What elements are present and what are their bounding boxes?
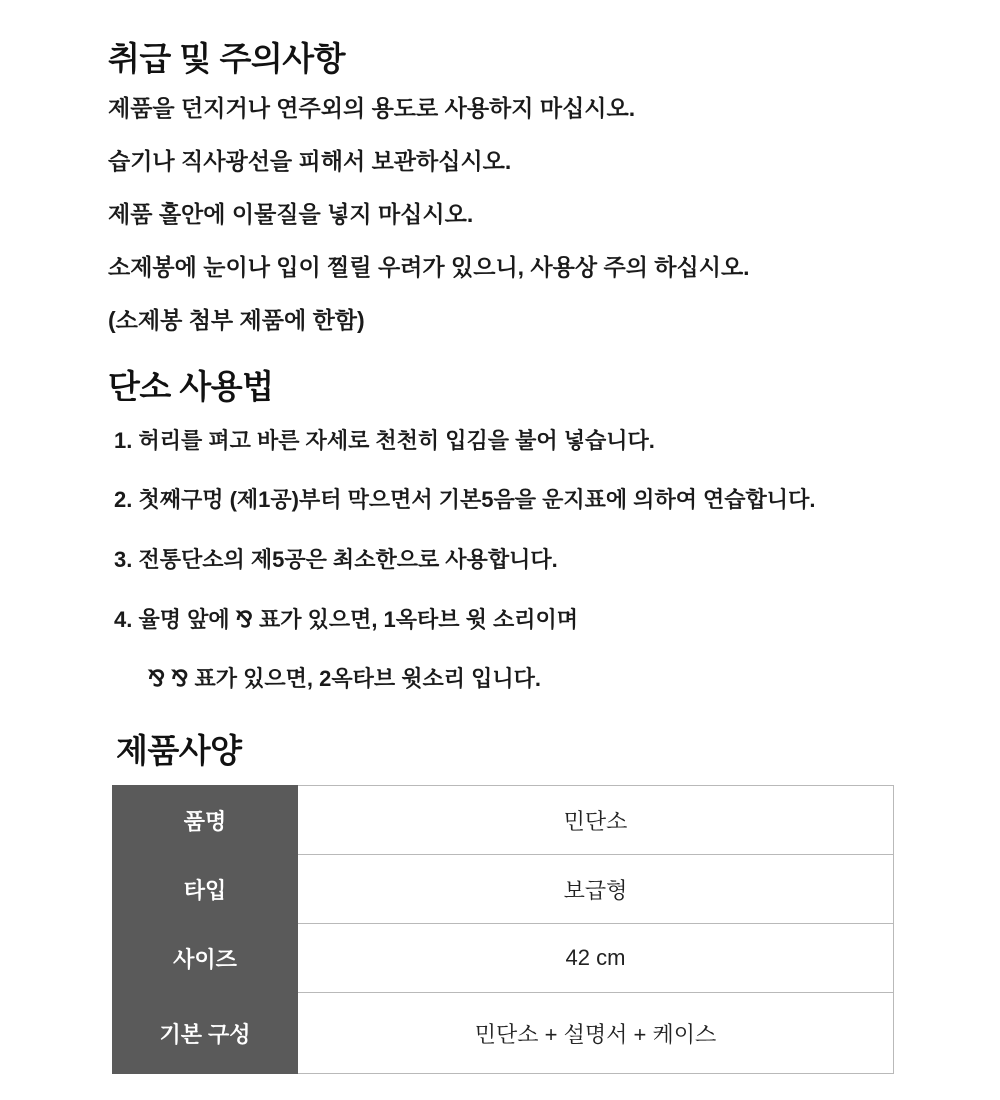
spec-table <box>112 785 894 1074</box>
usage-section-heading: 단소 사용법 <box>108 368 274 406</box>
spec-label: 기본 구성 <box>113 993 298 1074</box>
spec-value: 42 cm <box>298 924 894 993</box>
table-row <box>113 855 894 924</box>
table-row <box>113 786 894 855</box>
care-section-heading: 취급 및 주의사항 <box>108 40 345 77</box>
table-row <box>113 924 894 993</box>
care-line: 소제봉에 눈이나 입이 찔릴 우려가 있으니, 사용상 주의 하십시오. <box>108 254 750 281</box>
care-line: 제품 홀안에 이물질을 넣지 마십시오. <box>108 201 474 228</box>
spec-value: 민단소 <box>298 786 894 855</box>
spec-value: 보급형 <box>298 855 894 924</box>
spec-label: 타입 <box>113 855 298 924</box>
spec-label: 사이즈 <box>113 924 298 993</box>
care-line: 제품을 던지거나 연주외의 용도로 사용하지 마십시오. <box>108 95 636 122</box>
spec-value: 민단소 + 설명서 + 케이스 <box>298 993 894 1074</box>
care-line: (소제봉 첨부 제품에 한함) <box>108 307 365 334</box>
table-row <box>113 993 894 1074</box>
spec-label: 품명 <box>113 786 298 855</box>
usage-line: 4. 율명 앞에 ⅋ 표가 있으면, 1옥타브 윗 소리이며 <box>114 606 579 632</box>
usage-line: 3. 전통단소의 제5공은 최소한으로 사용합니다. <box>114 547 558 573</box>
usage-line: 2. 첫째구멍 (제1공)부터 막으면서 기본5음을 운지표에 의하여 연습합니다. <box>114 487 816 513</box>
care-line: 습기나 직사광선을 피해서 보관하십시오. <box>108 148 512 175</box>
spec-section-heading: 제품사양 <box>116 732 242 770</box>
usage-line: ⅋ ⅋ 표가 있으면, 2옥타브 윗소리 입니다. <box>148 666 541 692</box>
usage-line: 1. 허리를 펴고 바른 자세로 천천히 입김을 불어 넣습니다. <box>114 427 655 453</box>
